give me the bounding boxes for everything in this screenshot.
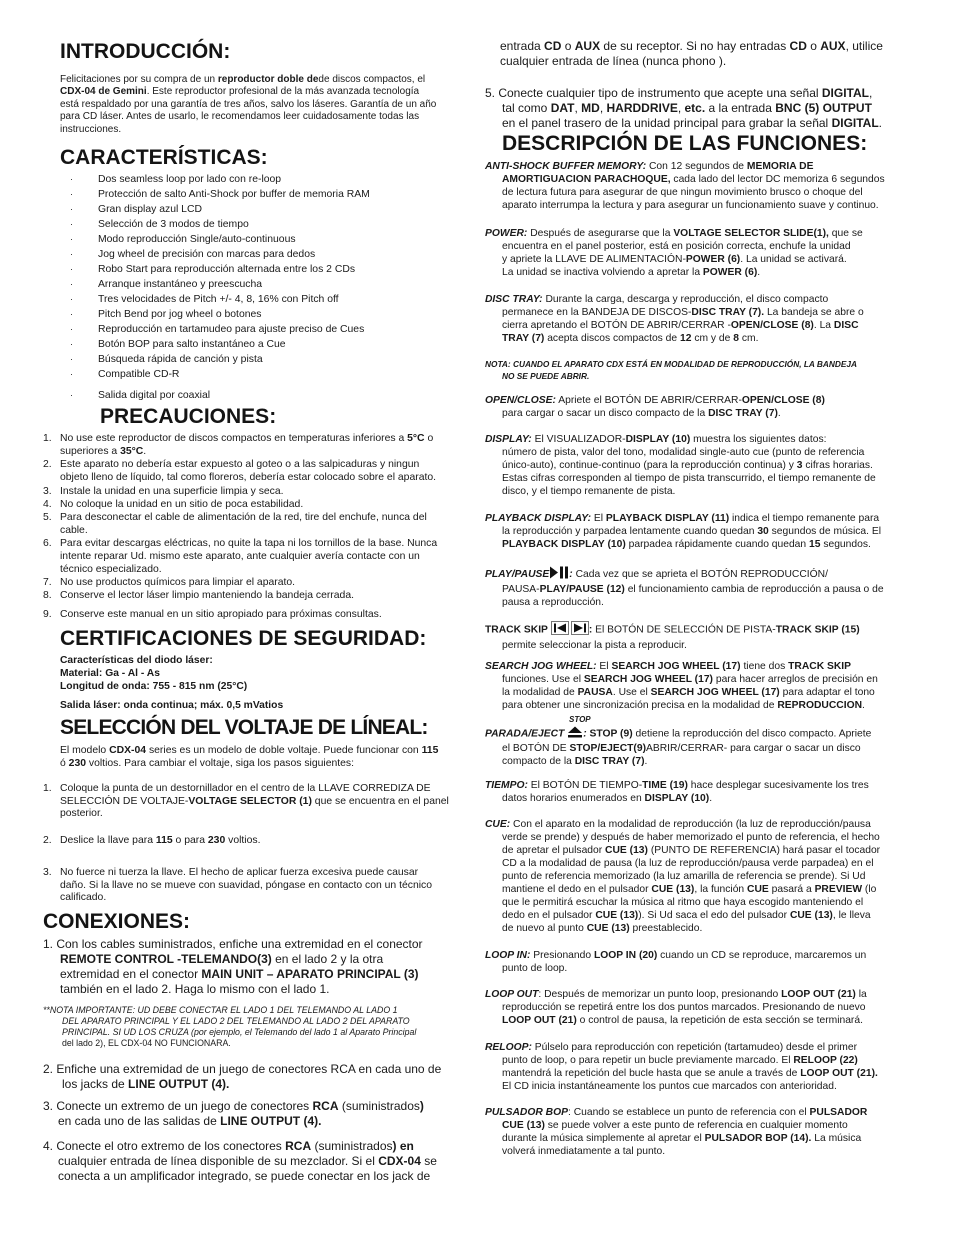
- list-item: · Selección de 3 modos de tiempo: [70, 219, 249, 230]
- voltage-title: SELECCIÓN DEL VOLTAJE DE LÍNEAL:: [60, 716, 428, 739]
- bullet-dot: ·: [70, 234, 73, 244]
- bullet-dot: ·: [70, 309, 73, 319]
- functions-title: DESCRIPCIÓN DE LAS FUNCIONES:: [502, 132, 868, 155]
- bullet-dot: ·: [70, 279, 73, 289]
- list-item: · Salida digital por coaxial: [70, 390, 211, 401]
- eject-icon: [567, 726, 583, 742]
- connection-step-1: 1. Con los cables suministrados, enfiche una extremidad en el conector REMOTE CONTROL -TELEMANDO(3) en el lado 2 y la otra extremidad en el conector MAIN UNIT – APARATO PRINCIPAL (3) también en el lado 2. Haga lo mismo con el lado 1.: [43, 937, 423, 996]
- precautions-title: PRECAUCIONES:: [100, 405, 277, 428]
- bullet-dot: ·: [70, 219, 73, 229]
- list-item: · Protección de salto Anti-Shock por buffer de memoria RAM: [70, 189, 370, 200]
- list-item: · Búsqueda rápida de canción y pista: [70, 354, 263, 365]
- track-skip-icon: [551, 621, 589, 639]
- play-pause-icon: [549, 566, 569, 583]
- bullet-dot: ·: [70, 264, 73, 274]
- intro-text: Felicitaciones por su compra de un reproductor doble dede discos compactos, el CDX-04 de Gemini. Este reproductor profesional de la más avanzada tecnología está respaldado por una garantía de tres años, salvo los láseres. Garantía de un año para CD láser. Antes de usarlo, le recomendamos leer cuidadosamente todas las instrucciones.: [60, 74, 437, 135]
- function-playback-display: PLAYBACK DISPLAY: El PLAYBACK DISPLAY (11) indica el tiempo remanente para la reproducción y parpadea lentamente cuando quedan 30 segundos de música. El PLAYBACK DISPLAY (10) parpadea rápidamente cuando quedan 15 segundos.: [485, 513, 881, 550]
- function-loop-in: LOOP IN: Presionando LOOP IN (20) cuando un CD se reproduce, marcaremos un punto de loop.: [485, 950, 867, 974]
- safety-title: CERTIFICACIONES DE SEGURIDAD:: [60, 627, 427, 650]
- function-play-pause: PLAY/PAUSE : Cada vez que se aprieta el BOTÓN REPRODUCCIÓN/ PAUSA-PLAY/PAUSE (12) el funcionamiento cambia de reproducción a pausa o de pausa a reproducción.: [485, 566, 884, 609]
- intro-title: INTRODUCCIÓN:: [60, 40, 231, 63]
- safety-specs: Características del diodo láser: Material: Ga - Al - As Longitud de onda: 755 - 815 nm (25°C) Salida láser: onda continua; máx. 0,5 mVatios: [60, 655, 284, 711]
- list-item: · Compatible CD-R: [70, 369, 180, 380]
- features-title: CARACTERÍSTICAS:: [60, 146, 268, 169]
- list-item: · Reproducción en tartamudeo para ajuste preciso de Cues: [70, 324, 365, 335]
- voltage-intro: El modelo CDX-04 series es un modelo de doble voltaje. Puede funcionar con 115 ó 230 voltios. Para cambiar el voltaje, siga los pasos siguientes:: [60, 745, 439, 769]
- list-item: · Tres velocidades de Pitch +/- 4, 8, 16% con Pitch off: [70, 294, 339, 305]
- important-note: **NOTA IMPORTANTE: UD DEBE CONECTAR EL LADO 1 DEL TELEMANDO AL LADO 1 DEL APARATO PRINCIPAL Y EL LADO 2 DEL TELEMANDO AL LADO 2 DEL APARATO PRINCIPAL. SI UD LOS CRUZA (por ejemplo, el Telemando del lado 1 al Aparato Principal del lado 2), EL CDX-04 NO FUNCIONARA.: [43, 1005, 417, 1048]
- function-track-skip: TRACK SKIP : El BOTÓN DE SELECCIÓN DE PISTA-TRACK SKIP (15) permite seleccionar la pista a reproducir.: [485, 621, 860, 652]
- function-stop-eject: PARADA/EJECT : STOP (9) detiene la reproducción del disco compacto. Apriete el BOTÓN DE STOP/EJECT(9)ABRIR/CERRAR- para cargar o sacar un disco compacto de la DISC TRAY (7).: [485, 726, 871, 768]
- stop-icon-label: STOP: [569, 715, 591, 724]
- bullet-dot: ·: [70, 324, 73, 334]
- function-disc-tray: DISC TRAY: Durante la carga, descarga y reproducción, el disco compacto permanece en la BANDEJA DE DISCOS-DISC TRAY (7). La bandeja se abre o cierra apretando el BOTÓN DE ABRIR/CERRAR -OPEN/CLOSE (8). La DISC TRAY (7) acepta discos compactos de 12 cm y de 8 cm.: [485, 294, 864, 344]
- connection-step-3: 3. Conecte un extremo de un juego de conectores RCA (suministrados) en cada uno de las salidas de LINE OUTPUT (4).: [43, 1099, 424, 1128]
- function-bop: PULSADOR BOP: Cuando se establece un punto de referencia con el PULSADOR CUE (13) se puede volver a este punto de referencia en cualquier momento durante la música simplemente al apretar el PULSADOR BOP (14). La música volverá inmediatamente a tal punto.: [485, 1107, 868, 1157]
- connection-step-2: 2. Enfiche una extremidad de un juego de conectores RCA en cada uno de los jacks de LINE OUTPUT (4).: [43, 1062, 442, 1091]
- function-search-jog-wheel: SEARCH JOG WHEEL: El SEARCH JOG WHEEL (17) tiene dos TRACK SKIP funciones. Use el SEARCH JOG WHEEL (17) para hacer arreglos de precisión en la modalidad de PAUSA. Use el SEARCH JOG WHEEL (17) para adaptar el tono para obtener une sincronización precisa en la modalidad de REPRODUCCION.: [485, 661, 878, 711]
- function-loop-out: LOOP OUT: Después de memorizar un punto loop, presionando LOOP OUT (21) la reproducción se repetirá entre los dos puntos marcados. Presionando de nuevo LOOP OUT (21) o control de pausa, la repetición de esta sección se terminará.: [485, 989, 867, 1026]
- connection-step-4-cont: entrada CD o AUX de su receptor. Si no hay entradas CD o AUX, utilice cualquier entrada de línea (nunca phono ).: [500, 39, 883, 68]
- list-item: · Dos seamless loop por lado con re-loop: [70, 174, 282, 185]
- bullet-dot: ·: [70, 204, 73, 214]
- list-item: · Gran display azul LCD: [70, 204, 202, 215]
- connection-step-5: 5. Conecte cualquier tipo de instrumento que acepte una señal DIGITAL, tal como DAT, MD, HARDDRIVE, etc. a la entrada BNC (5) OUTPUT en el panel trasero de la unidad principal para grabar la señal DIGITAL.: [485, 86, 883, 130]
- function-cue: CUE: Con el aparato en la modalidad de reproducción (la luz de reproducción/pausa verde se prende) y después de haber memorizado el punto de referencia, el hecho de apretar el pulsador CUE (13) (PUNTO DE REFERENCIA) hará pasar el tocador CD a la modalidad de pausa (la luz de reproducción/pausa verde parpadea) en el punto de referencia memorizado (la luz amarilla de referencia se prende). Si Ud mantiene el dedo en el pulsador CUE (13), la función CUE pasará a PREVIEW (lo que le permitirá escuchar la música al ritmo que haya escogido manteniendo el dedo en el pulsador CUE (13)). Si Ud saca el edo del pulsador CUE (13), le lleva de nuevo al punto CUE (13) preestablecido.: [485, 819, 881, 934]
- function-reloop: RELOOP: Púlselo para reproducción con repetición (tartamudeo) desde el primer punto de loop, o para repetir un bucle previamente marcado. El RELOOP (22) mantendrá la repetición del bucle hasta que se anule a través de LOOP OUT (21). El CD inicia instantáneamente los puntos cue marcados con anterioridad.: [485, 1042, 878, 1092]
- connections-title: CONEXIONES:: [43, 910, 191, 933]
- function-open-close: OPEN/CLOSE: Apriete el BOTÓN DE ABRIR/CERRAR-OPEN/CLOSE (8) para cargar o sacar un disco compacto de la DISC TRAY (7).: [485, 395, 825, 419]
- list-item: · Pitch Bend por jog wheel o botones: [70, 309, 262, 320]
- connection-step-4: 4. Conecte el otro extremo de los conectores RCA (suministrados) en cualquier entrada de línea disponible de su mezclador. Si el CDX-04 se conecta a un amplificador integrado, se puede conectar en los jack de: [43, 1139, 437, 1183]
- function-display: DISPLAY: El VISUALIZADOR-DISPLAY (10) muestra los siguientes datos: número de pista, valor del tono, modalidad single-auto cue (punto de referencia único-auto), continue-continuo (para la reproducción continua) y 3 cifras horarias. Estas cifras corresponden al tiempo de pista transcurrido, el tiempo remanente de disco, y el tiempo remanente de pista.: [485, 434, 876, 497]
- bullet-dot: ·: [70, 390, 73, 400]
- bullet-dot: ·: [70, 189, 73, 199]
- bullet-dot: ·: [70, 294, 73, 304]
- function-time: TIEMPO: El BOTÓN DE TIEMPO-TIME (19) hace desplegar sucesivamente los tres datos horarios enumerados en DISPLAY (10).: [485, 780, 869, 804]
- list-item: · Botón BOP para salto instantáneo a Cue: [70, 339, 286, 350]
- bullet-dot: ·: [70, 249, 73, 259]
- function-power: POWER: Después de asegurarse que la VOLTAGE SELECTOR SLIDE(1), que se encuentra en el panel posterior, está en posición correcta, enchufe la unidad y apriete la LLAVE DE ALIMENTACIÓN-POWER (6). La unidad se activará. La unidad se inactiva volviendo a apretar la POWER (6).: [485, 228, 863, 278]
- bullet-dot: ·: [70, 354, 73, 364]
- bullet-dot: ·: [70, 339, 73, 349]
- bullet-dot: ·: [70, 174, 73, 184]
- list-item: · Jog wheel de precisión con marcas para dedos: [70, 249, 316, 260]
- function-anti-shock: ANTI-SHOCK BUFFER MEMORY: Con 12 segundos de MEMORIA DE AMORTIGUACION PARACHOQUE, cada lado del lector DC memoriza 6 segundos de lectura futura para asegurar de que ningun movimiento brusco o choque del aparato interrumpa la lectura y para asegurar un funcionamiento suave y continuo.: [485, 161, 885, 211]
- tray-note: NOTA: CUANDO EL APARATO CDX ESTÁ EN MODALIDAD DE REPRODUCCIÓN, LA BANDEJA NO SE PUEDE ABRIR.: [485, 359, 857, 381]
- bullet-dot: ·: [70, 369, 73, 379]
- list-item: · Arranque instantáneo y preescucha: [70, 279, 263, 290]
- list-item: · Modo reproducción Single/auto-continuous: [70, 234, 296, 245]
- list-item: · Robo Start para reproducción alternada entre los 2 CDs: [70, 264, 356, 275]
